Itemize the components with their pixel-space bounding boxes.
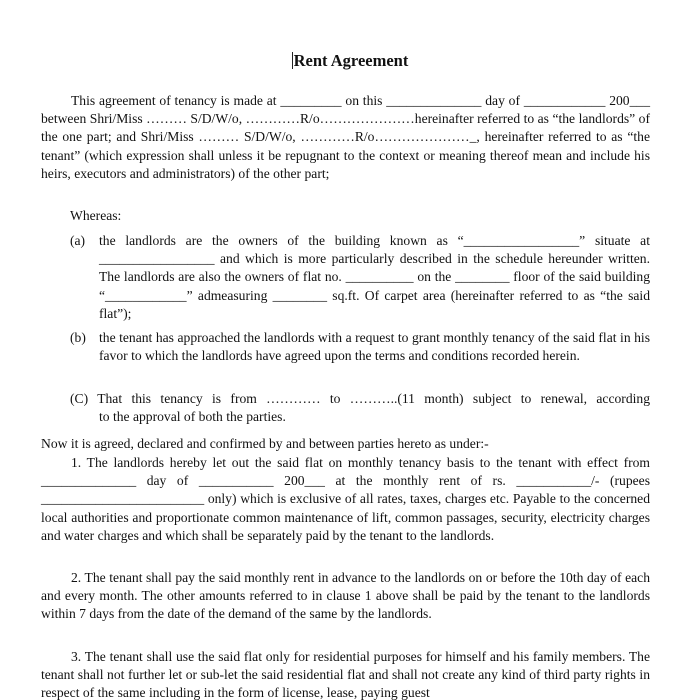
text-cursor: [292, 52, 293, 69]
clause-c: [70, 390, 650, 426]
clause-text: the tenant has approached the landlords with a request to grant monthly tenancy of the said flat in his favor to which the landlords have agreed upon the terms and conditions recorded herein.: [99, 330, 650, 364]
document-title: Rent Agreement: [293, 51, 409, 70]
clause-marker: (a): [70, 233, 86, 248]
whereas-heading: Whereas:: [70, 208, 122, 223]
clause-c-line1: (C) That this tenancy is from ………… to ………..(11 month) subject to renewal, according: [70, 391, 650, 406]
point-2: 2. The tenant shall pay the said monthly rent in advance to the landlords on or before the 10th day of each and every month. The other amounts referred to in clause 1 above shall be paid by the tenant to the landlords within 7 days from the date of the demand of the same by the landlords.: [41, 570, 650, 622]
now-agreed-line: Now it is agreed, declared and confirmed by and between parties hereto as under:-: [41, 436, 489, 451]
clause-marker: (b): [70, 330, 86, 345]
clause-text: the landlords are the owners of the building known as “_________________” situate at _________________ and which is more particularly described in the schedule hereunder written. The landlords are also the owners of flat no. __________ on the ________ floor of the said building “____________” admeasuring ________ sq.ft. Of carpet area (hereinafter referred to as “the said flat”);: [99, 233, 650, 321]
clause-a: [70, 232, 650, 323]
clause-b: [70, 329, 650, 365]
intro-paragraph: This agreement of tenancy is made at _________ on this ______________ day of ____________ 200___ between Shri/Miss ……… S/D/W/o, …………R/o…………………hereinafter referred to as “the landlords” of the one part; and Shri/Miss ……… S/D/W/o, …………R/o…………………_, hereinafter referred to as “the tenant” (which expression shall unless it be repugnant to the context or meaning thereof mean and include his heirs, executors and administrators) of the other part;: [41, 93, 650, 181]
clause-c-line2: to the approval of both the parties.: [99, 409, 286, 425]
point-1: 1. The landlords hereby let out the said flat on monthly tenancy basis to the tenant with effect from ______________ day of ___________ 200___ at the monthly rent of rs. ___________/- (rupees ________________________ only) which is exclusive of all rates, taxes, charges etc. Payable to the concerned local authorities and proportionate common maintenance of lift, common passages, security, electricity charges and water charges and which shall be separately paid by the tenant to the landlords.: [41, 455, 650, 543]
point-3: 3. The tenant shall use the said flat only for residential purposes for himself and his family members. The tenant shall not further let or sub-let the said residential flat and shall not create any kind of third party rights in respect of the same including in the form of license, lease, paying guest: [41, 649, 650, 700]
